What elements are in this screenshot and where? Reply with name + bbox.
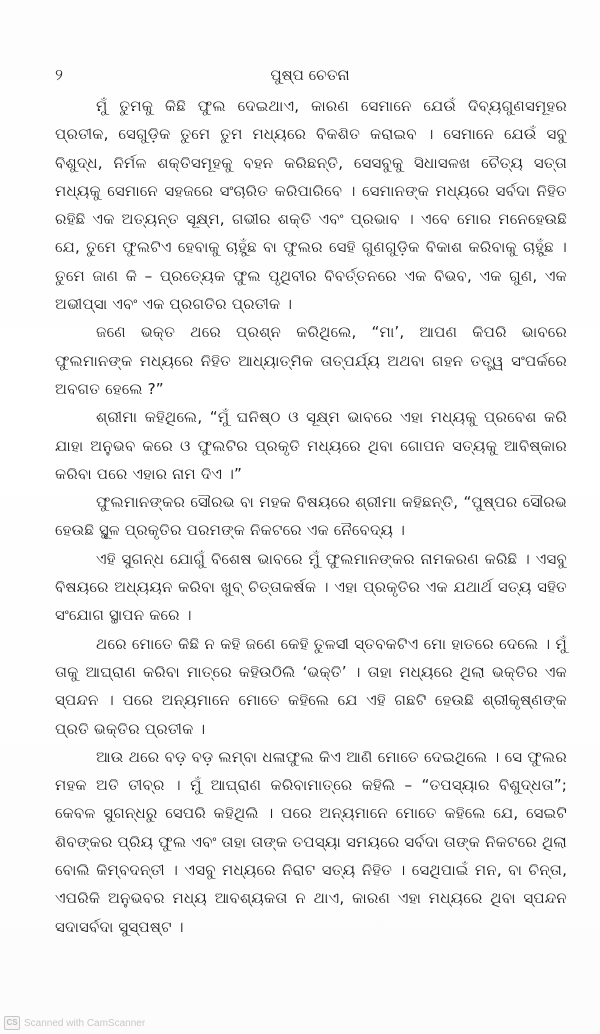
- paragraph: ଥରେ ମୋତେ କିଛି ନ କହି ଜଣେ କେହି ତୁଳସୀ ସ୍ତବକଟିଏ ମୋ ହାତରେ ଦେଲେ । ମୁଁ ତାକୁ ଆଘ୍ରାଣ କରିବା ମାତ୍ରେ କହିଉଠିଲି ‘ଭକ୍ତି’ । ତାହା ମଧ୍ୟରେ ଥିଲା ଭକ୍ତିର ଏକ ସ୍ପନ୍ଦନ । ପରେ ଅନ୍ୟମାନେ ମୋତେ କହିଲେ ଯେ ଏହି ଗଛଟି ହେଉଛି ଶ୍ରୀକୃଷ୍ଣଙ୍କ ପ୍ରତି ଭକ୍ତିର ପ୍ରତୀକ ।: [55, 634, 567, 738]
- camscanner-watermark: [4, 1016, 145, 1030]
- paragraph: ଜଣେ ଭକ୍ତ ଥରେ ପ୍ରଶ୍ନ କରିଥିଲେ, “ମା’, ଆପଣ କିପରି ଭାବରେ ଫୁଲମାନଙ୍କ ମଧ୍ୟରେ ନିହିତ ଆଧ୍ୟାତ୍ମିକ ତାତ୍ପର୍ଯ୍ୟ ଅଥବା ଗହନ ତତ୍ତ୍ୱ ସଂପର୍କରେ ଅବଗତ ହେଲେ ?”: [55, 323, 567, 398]
- running-title: ପୁଷ୍ପ ଚେତନା: [270, 66, 350, 84]
- body-text: [55, 92, 567, 941]
- camscanner-label: Scanned with CamScanner: [24, 1017, 146, 1029]
- paragraph: ଫୁଲମାନଙ୍କର ସୌରଭ ବା ମହକ ବିଷୟରେ ଶ୍ରୀମା କହିଛନ୍ତି, “ପୁଷ୍ପର ସୌରଭ ହେଉଛି ସ୍ଥୂଳ ପ୍ରକୃତିର ପରମଙ୍କ ନିକଟରେ ଏକ ନୈବେଦ୍ୟ ।: [55, 493, 567, 540]
- camscanner-logo-icon: CS: [4, 1016, 20, 1030]
- page-number: ୨: [55, 65, 63, 84]
- paragraph: ଶ୍ରୀମା କହିଥିଲେ, “ମୁଁ ଘନିଷ୍ଠ ଓ ସୂକ୍ଷ୍ମ ଭାବରେ ଏହା ମଧ୍ୟକୁ ପ୍ରବେଶ କରି ଯାହା ଅନୁଭବ କରେ ଓ ଫୁଲଟିର ପ୍ରକୃତି ମଧ୍ୟରେ ଥିବା ଗୋପନ ସତ୍ୟକୁ ଆବିଷ୍କାର କରିବା ପରେ ଏହାର ନାମ ଦିଏ ।”: [55, 408, 567, 483]
- page-header: [55, 62, 565, 88]
- paragraph: ଆଉ ଥରେ ବଡ଼ ବଡ଼ ଲମ୍ବା ଧଳାଫୁଲ କିଏ ଆଣି ମୋତେ ଦେଇଥିଲେ । ସେ ଫୁଲର ମହକ ଅତି ତୀବ୍ର । ମୁଁ ଆଘ୍ରାଣ କରିବାମାତ୍ରେ କହିଲି – “ତପସ୍ୟାର ବିଶୁଦ୍ଧତା”; କେବଳ ସୁଗନ୍ଧରୁ ସେପରି କହିଥିଲି । ପରେ ଅନ୍ୟମାନେ ମୋତେ କହିଲେ ଯେ, ସେଇଟି ଶିବଙ୍କର ପ୍ରିୟ ଫୁଲ ଏବଂ ତାହା ତାଙ୍କ ତପସ୍ୟା ସମୟରେ ସର୍ବଦା ତାଙ୍କ ନିକଟରେ ଥିଲା ବୋଲି କିମ୍ବଦନ୍ତୀ । ଏସବୁ ମଧ୍ୟରେ ନିରାଟ ସତ୍ୟ ନିହିତ । ସେଥିପାଇଁ ମନ, ବା ଚିନ୍ତା, ଏପରିକି ଅନୁଭବର ମଧ୍ୟ ଆବଶ୍ୟକତା ନ ଥାଏ, କାରଣ ଏହା ମଧ୍ୟରେ ଥିବା ସ୍ପନ୍ଦନ ସଦାସର୍ବଦା ସୁସ୍ପଷ୍ଟ ।: [55, 747, 567, 936]
- paragraph: ଏହି ସୁଗନ୍ଧ ଯୋଗୁଁ ବିଶେଷ ଭାବରେ ମୁଁ ଫୁଲମାନଙ୍କର ନାମକରଣ କରିଛି । ଏସବୁ ବିଷୟରେ ଅଧ୍ୟୟନ କରିବା ଖୁବ୍ ଚିତ୍ତାକର୍ଷକ । ଏହା ପ୍ରକୃତିର ଏକ ଯଥାର୍ଥ ସତ୍ୟ ସହିତ ସଂଯୋଗ ସ୍ଥାପନ କରେ ।: [55, 549, 567, 625]
- paragraph: ମୁଁ ତୁମକୁ କିଛି ଫୁଲ ଦେଇଥାଏ, କାରଣ ସେମାନେ ଯେଉଁ ଦିବ୍ୟଗୁଣସମୂହର ପ୍ରତୀକ, ସେଗୁଡ଼ିକ ତୁମେ ତୁମ ମଧ୍ୟରେ ବିକଶିତ କରାଇବ । ସେମାନେ ଯେଉଁ ସବୁ ବିଶୁଦ୍ଧ, ନିର୍ମଳ ଶକ୍ତିସମୂହକୁ ବହନ କରିଛନ୍ତି, ସେସବୁକୁ ସିଧାସଳଖ ଚୈତ୍ୟ ସତ୍ତା ମଧ୍ୟକୁ ସେମାନେ ସହଜରେ ସଂଚାରିତ କରିପାରିବେ । ସେମାନଙ୍କ ମଧ୍ୟରେ ସର୍ବଦା ନିହିତ ରହିଛି ଏକ ଅତ୍ୟନ୍ତ ସୂକ୍ଷ୍ମ, ଗଭୀର ଶକ୍ତି ଏବଂ ପ୍ରଭାବ । ଏବେ ମୋର ମନେହେଉଛି ଯେ, ତୁମେ ଫୁଲଟିଏ ହେବାକୁ ଚାହୁଁଛ ବା ଫୁଲର ସେହି ଗୁଣଗୁଡ଼ିକ ବିକାଶ କରିବାକୁ ଚାହୁଁଛ । ତୁମେ ଜାଣ କି – ପ୍ରତ୍ୟେକ ଫୁଲ ପୃଥିବୀର ବିବର୍ତ୍ତନରେ ଏକ ବିଭବ, ଏକ ଗୁଣ, ଏକ ଅଭୀପ୍ସା ଏବଂ ଏକ ପ୍ରଗତିର ପ୍ରତୀକ ।: [55, 97, 567, 314]
